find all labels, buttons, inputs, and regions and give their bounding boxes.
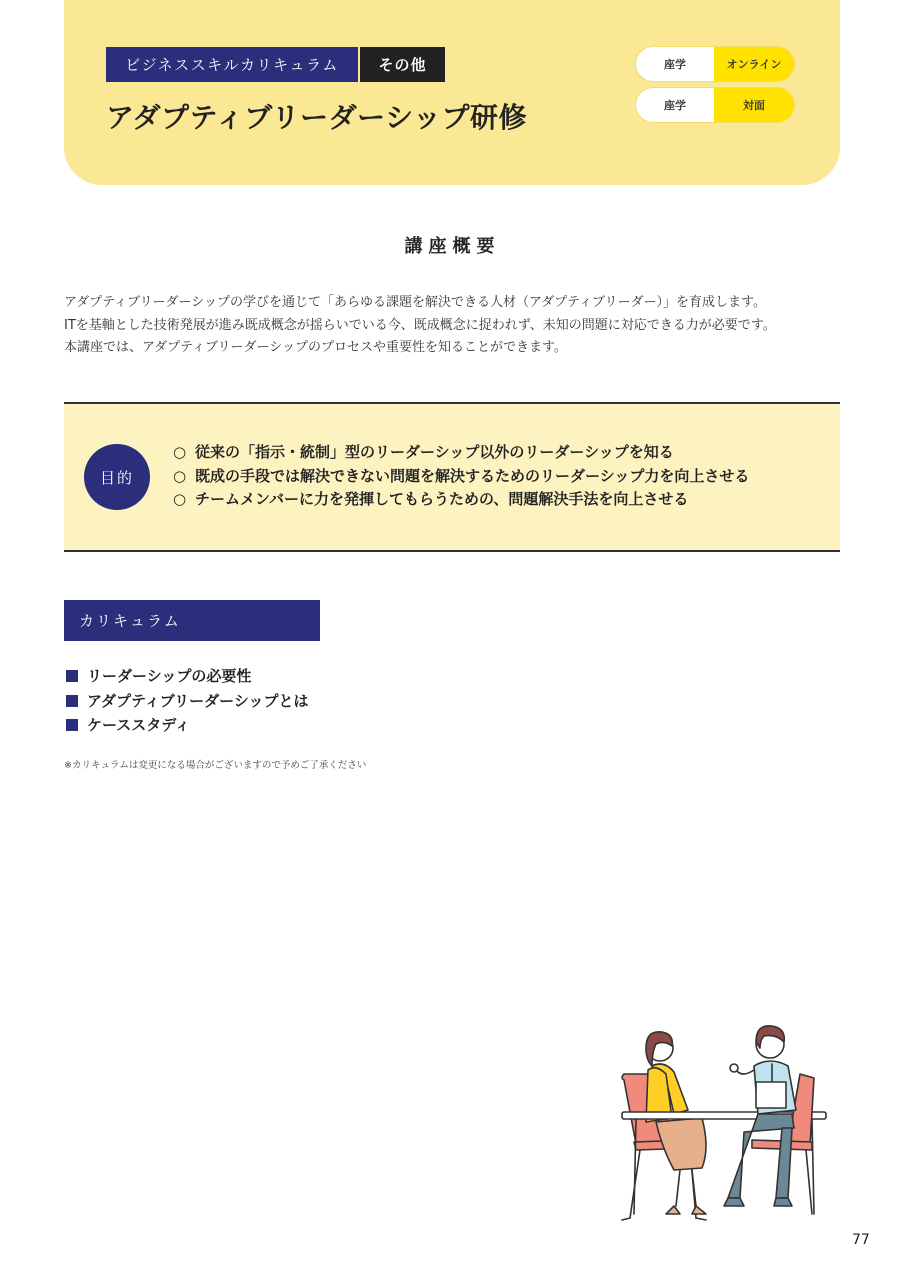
list-item <box>173 465 823 489</box>
overview-text <box>64 292 854 360</box>
curriculum-item: ケーススタディ <box>87 716 191 734</box>
circle-bullet-icon: ○ <box>173 466 187 485</box>
format-type: 座学 <box>636 47 714 81</box>
list-item <box>173 488 823 512</box>
list-item <box>66 689 309 714</box>
square-bullet-icon <box>66 670 78 682</box>
page-title: アダプティブリーダーシップ研修 <box>106 101 528 134</box>
overview-line: 本講座では、アダプティブリーダーシップのプロセスや重要性を知ることができます。 <box>64 340 567 355</box>
meeting-illustration <box>616 1018 832 1224</box>
purpose-item: チームメンバーに力を発揮してもらうための、問題解決手法を向上させる <box>195 490 689 508</box>
purpose-item: 既成の手段では解決できない問題を解決するためのリーダーシップ力を向上させる <box>195 466 750 485</box>
circle-bullet-icon: ○ <box>173 443 187 461</box>
curriculum-heading: カリキュラム <box>64 600 320 641</box>
list-item <box>173 441 823 465</box>
list-item <box>66 713 309 738</box>
overview-line: ITを基軸とした技術発展が進み既成概念が揺らいでいる今、既成概念に捉われず、未知の問題に対応できる力が必要です。 <box>64 317 776 333</box>
list-item <box>66 664 309 689</box>
purpose-label: 目的 <box>84 444 150 510</box>
page-number: 77 <box>852 1232 870 1248</box>
square-bullet-icon <box>66 719 78 731</box>
subcategory-tag: その他 <box>360 47 445 82</box>
curriculum-note: ※カリキュラムは変更になる場合がございますので予めご了承ください <box>64 760 367 771</box>
purpose-item: 従来の「指示・統制」型のリーダーシップ以外のリーダーシップを知る <box>195 443 674 461</box>
square-bullet-icon <box>66 695 78 707</box>
overview-heading: 講座概要 <box>404 236 501 257</box>
purpose-list <box>173 441 823 512</box>
curriculum-item: リーダーシップの必要性 <box>87 667 252 685</box>
category-tag: ビジネススキルカリキュラム <box>106 47 358 82</box>
circle-bullet-icon: ○ <box>173 490 187 508</box>
curriculum-list <box>66 664 309 738</box>
format-mode: 対面 <box>714 88 794 122</box>
format-type: 座学 <box>636 88 714 122</box>
overview-line: アダプティブリーダーシップの学びを通じて「あらゆる課題を解決できる人材（アダプティブリーダー）」を育成します。 <box>64 295 767 310</box>
format-badge-online <box>636 47 794 81</box>
curriculum-item: アダプティブリーダーシップとは <box>87 691 309 710</box>
format-badge-inperson <box>636 88 794 122</box>
format-mode: オンライン <box>714 47 794 81</box>
